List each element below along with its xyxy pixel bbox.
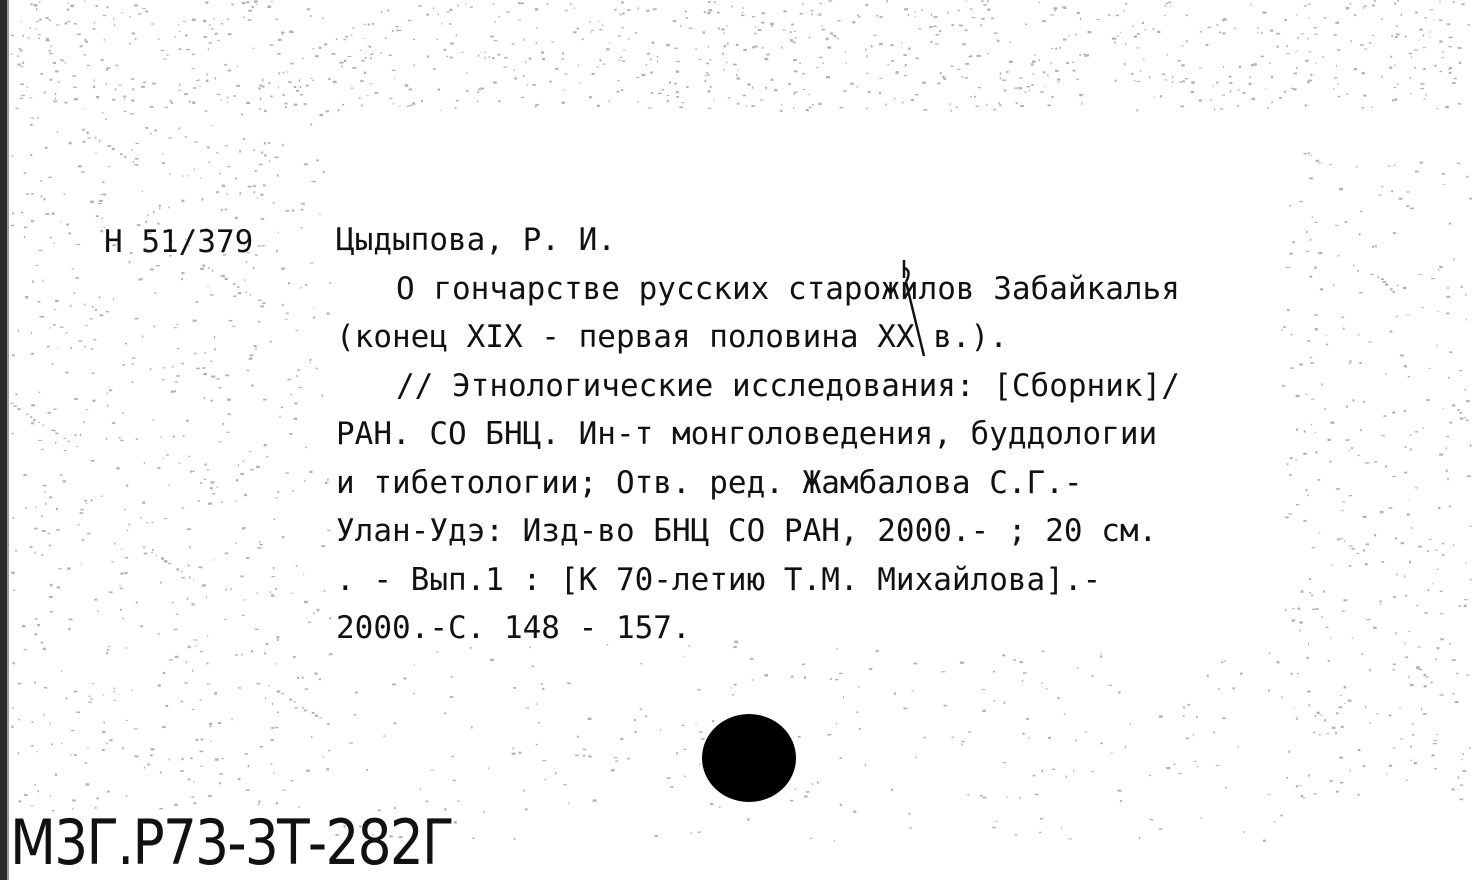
source-line-6: 2000.-С. 148 - 157. <box>336 610 691 646</box>
title-line-1: О гончарстве русских старожилов Забайкалья <box>396 270 1180 307</box>
author-line: Цыдыпова, Р. И. <box>336 222 616 258</box>
punch-hole <box>702 714 796 802</box>
handwritten-shelf-code: М3Г.Р73-3Т-282Г <box>10 806 453 879</box>
title-line-2: (конец XIX - первая половина XX в.). <box>336 319 1008 355</box>
source-line-3: и тибетологии; Отв. ред. Жамбалова С.Г.- <box>336 464 1083 501</box>
card-left-edge <box>0 0 7 880</box>
source-line-1: // Этнологические исследования: [Сборник]/ <box>396 367 1180 404</box>
call-number: Н 51/379 <box>104 224 254 260</box>
source-line-4: Улан-Удэ: Изд-во БНЦ СО РАН, 2000.- ; 20 см. <box>336 513 1158 549</box>
source-line-2: РАН. СО БНЦ. Ин-т монголоведения, буддологии <box>336 416 1158 452</box>
card-left-edge-shadow <box>7 0 9 880</box>
bibliographic-entry <box>336 216 1281 653</box>
source-line-5: . - Вып.1 : [К 70-летию Т.М. Михайлова].- <box>336 561 1102 598</box>
